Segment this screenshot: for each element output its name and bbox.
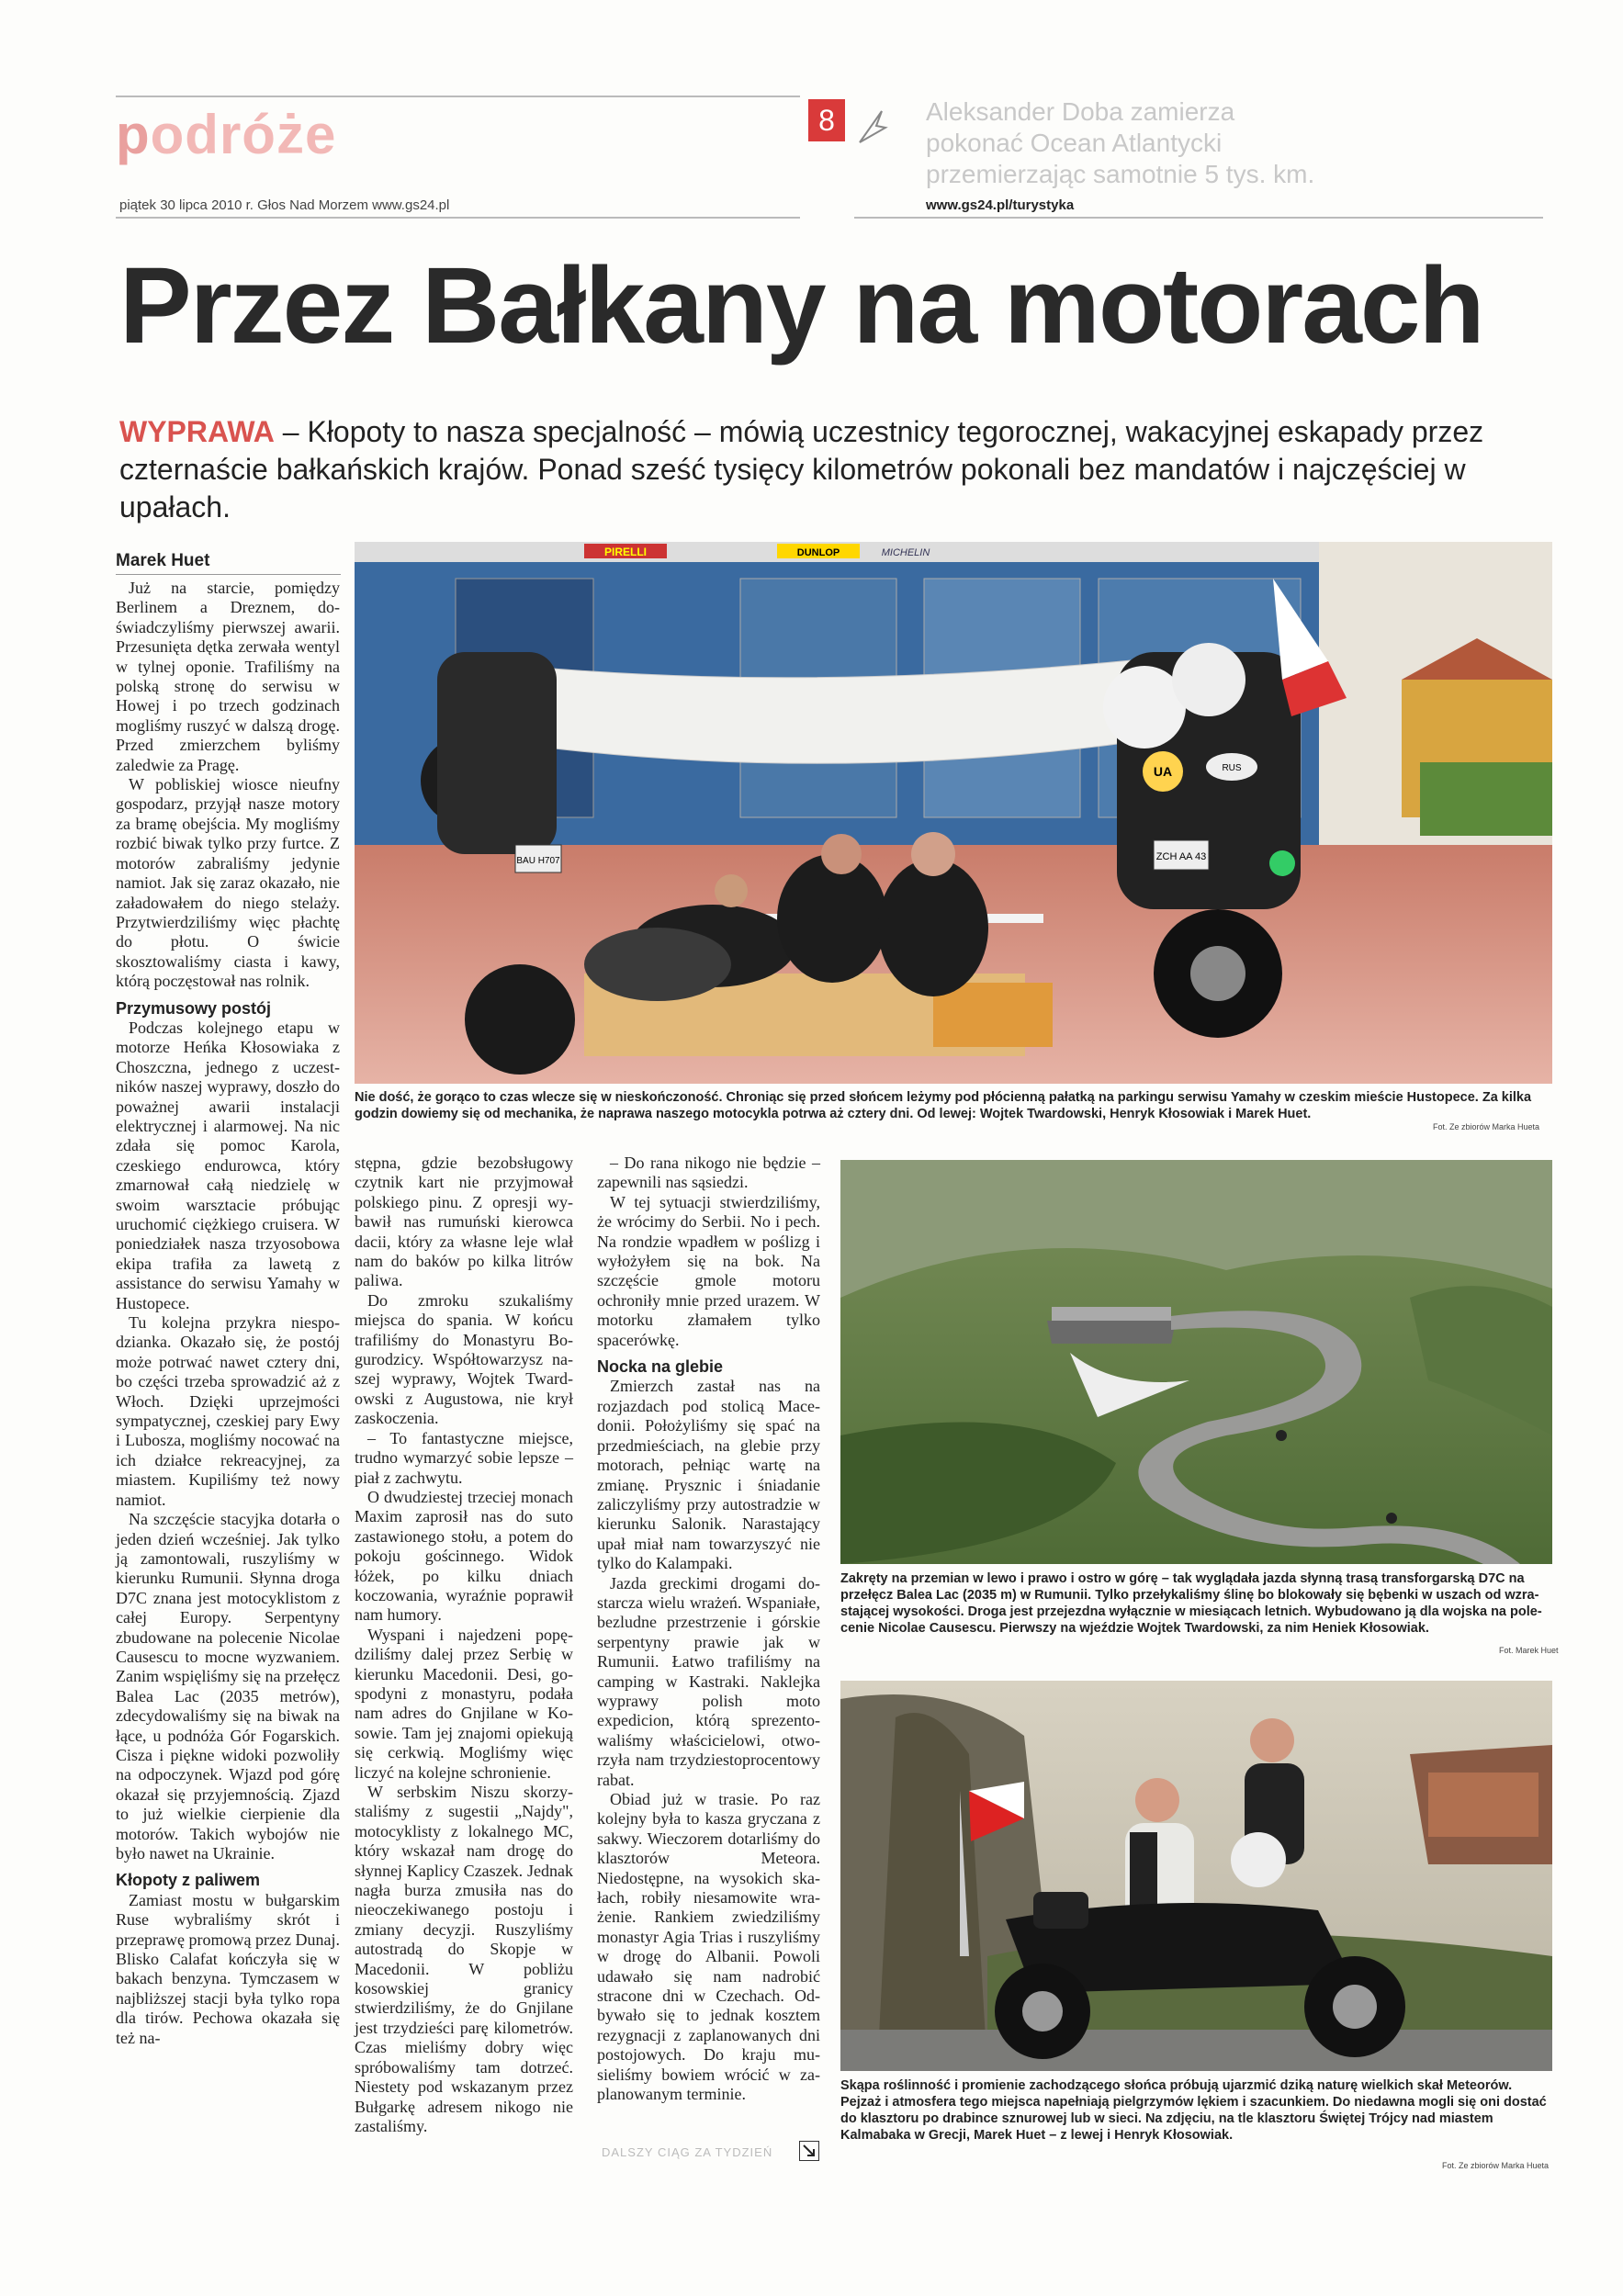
body-paragraph: W tej sytuacji stwierdziliśmy, że wrócimy do Serbii. No i pech. Na rondzie wpadłem w poślizg i wyłożyłem się na bok. Na szczęście gmole motoru ochroniły mnie przed urazem. W motorku złamałem tylko spacerówkę.	[597, 1192, 820, 1349]
body-paragraph: Wyspani i najedzeni popędziliśmy dalej przez Serbię w kierunku Macedonii. Desi, gospodyni z monastyru, podała nam adres do Gnjilane w Kosowie. Tam jej znajomi opiekują się cerkwią. Mogliśmy więc liczyć na kolejne schronienie.	[355, 1625, 573, 1782]
author-rule	[116, 574, 341, 575]
subheading: Przymusowy postój	[116, 998, 272, 1018]
continued-arrow-icon[interactable]	[799, 2141, 819, 2161]
body-paragraph: Na szczęście stacyjka dotarła o jeden dzień wcześniej. Jak tylko ją zamontowali, ruszyliśmy w kierunku Rumunii. Słynna droga D7C znana jest motocyklistom z całej Europy. Serpentyny zbudowane na polecenie Nicolae Causescu to mocne wyzwaniem. Zanim wspięliśmy się na przełęcz Balea Lac (2035 metrów), zdecydowaliśmy się na biwak na łące, u podnóża Gór Fogarskich. Cisza i piękne widoki pozwoliły na odpoczynek. Wjazd pod górę okazał się przyjemnością. Zjazd to już wielkie cierpienie dla motorów. Takich wybojów nie było nawet na Ukrainie.	[116, 1510, 340, 1863]
plate-left: BAU H707	[516, 856, 560, 866]
body-paragraph: Podczas kolejnego etapu w motorze Heńka Kłosowiaka z Choszczna, jednego z uczestników naszej wyprawy, doszło do poważnej awarii instalacji elektrycznej i alarmowej. Na nic zdała się pomoc Karola, czeskiego endurowca, który zmarnował całą niedzielę w swoim warsztacie próbując uruchomić ciężkiego cruisera. W poniedziałek nasza trzyosobowa ekipa trafiła za lawetą z assistance do serwisu Yamahy w Hustopece.	[116, 1018, 340, 1312]
dunlop-sign: DUNLOP	[796, 547, 840, 558]
author-byline: Marek Huet	[116, 551, 210, 570]
subheading: Nocka na glebie	[597, 1357, 724, 1377]
body-paragraph: stępna, gdzie bezobsługowy czytnik kart nie przyjmował polskiego pinu. Z opresji wybawił nas rumuński kierowca dacii, który za własne leje wlał nam do baków po kilka litrów paliwa.	[355, 1154, 573, 1290]
sticker-rus: RUS	[1222, 763, 1242, 773]
body-paragraph: Do zmroku szukaliśmy miejsca do spania. W końcu trafiliśmy do Monastyru Bogurodzicy. Współtowarzysz naszej wyprawy, Wojtek Twardowski z Augustowa, nie krył zaskoczenia.	[355, 1290, 573, 1428]
photo-road-caption: Zakręty na przemian w lewo i prawo i ostro w górę – tak wyglądała jazda słynną trasą transforgarską D7C na przełęcz Balea Lac (2035 m) w Rumunii. Tylko przełykaliśmy ślinę bo blokowały się bębenki w uszach od wzrastającej wysokości. Droga jest przejezdna wyłącznie w miesiącach letnich. Wybudowano ją dla wojska na polecenie Nicolae Causescu. Pierwszy na wjeździe Wojtek Twardowski, za nim Heniek Kłosowiak.	[840, 1571, 1542, 1636]
teaser-link[interactable]: www.gs24.pl/turystyka	[926, 197, 1075, 213]
lead-keyword: WYPRAWA	[119, 415, 275, 448]
body-paragraph: Już na starcie, pomiędzy Berlinem a Dreznem, doświadczyliśmy pierwszej awarii. Przesunięta dętka zerwała wentyl w tylnej oponie. Trafiliśmy na polską stronę do serwisu w Howej i po trzech godzinach mogliśmy ruszyć w dalszą drogę. Przed zmierzchem byliśmy zaledwie za Pragę.	[116, 579, 340, 774]
body-paragraph: Obiad już w trasie. Po raz kolejny była to kasza gryczana z sakwy. Wieczorem dotarliśmy do klasztorów Meteora. Niedostępne, na wysokich skałach, robiły niesamowite wrażenie. Rankiem zwiedziliśmy monastyr Agia Trias i ruszyliśmy w drogę do Albanii. Powoli udawało się nam nadrobić stracone dni w Czechach. Odbywało się to jednak kosztem rezygnacji z zaplanowanych dni postojowych. Do kraju musieliśmy bowiem wrócić w zaplanowanym terminie.	[597, 1790, 820, 2104]
header-rule-top	[116, 96, 800, 97]
page-number: 8	[808, 99, 845, 141]
dateline: piątek 30 lipca 2010 r. Głos Nad Morzem www.gs24.pl	[119, 197, 450, 213]
body-paragraph: Zamiast mostu w bułgarskim Ruse wybraliśmy skrót i przeprawę promową przez Dunaj. Blisko Calafat kończyła się w bakach benzyna. Tymczasem w najbliższej stacji była tylko ropa dla tirów. Pechowa okazała się też na-	[116, 1890, 340, 2047]
body-paragraph: W pobliskiej wiosce nieufny gospodarz, przyjął nasze motory za bramę obejścia. My mogliśmy rozbić biwak tylko przy furtce. Z motorów zabraliśmy jedynie namiot. Jak się zaraz okazało, nie załadowałem do niego stelaży. Przytwierdziliśmy więc płachtę do płotu. O świcie skosztowaliśmy ciasta i kawy, którą poczęstował nas rolnik.	[116, 775, 340, 991]
body-paragraph: W serbskim Niszu skorzystaliśmy z sugestii „Najdy", motocyklisty z lokalnego MC, który wskazał nam drogę do słynnej Kaplicy Czaszek. Jednak nagła burza zmusiła nas do nieoczekiwanego postoju i zmiany decyzji. Ruszyliśmy autostradą do Skopje w Macedonii. W pobliżu kosowskiej granicy stwierdziliśmy, że do Gnjilane jest trzydzieści parę kilometrów. Czas mieliśmy dobry więc spróbowaliśmy tam dotrzeć. Niestety pod wskazanym przez Bułgarkę adresem nikogo nie zastaliśmy.	[355, 1783, 573, 2135]
body-paragraph: Jazda greckimi drogami dostarcza wielu wrażeń. Wspaniałe, bezludne przestrzenie i górskie serpentyny prawie jak w Rumunii. Łatwo trafiliśmy na camping w Kastraki. Naklejka wyprawy polish moto expedicion, którą sprezentowaliśmy właścicielowi, otworzyła nam trzydziestoprocentowy rabat.	[597, 1573, 820, 1789]
article-column-2	[355, 1154, 573, 2136]
cursor-arrow-icon	[854, 106, 891, 152]
photo-transfogarasan-road	[840, 1160, 1552, 1564]
subheading: Kłopoty z paliwem	[116, 1871, 261, 1890]
plate-right: ZCH AA 43	[1155, 851, 1207, 862]
article-column-1	[116, 579, 340, 2048]
section-label: podróże	[116, 104, 337, 165]
header-rule-bottom	[116, 217, 800, 219]
body-paragraph: Tu kolejna przykra niespodzianka. Okazało się, że postój może potrwać nawet cztery dni, bo części trzeba sprowadzić aż z Włoch. Dzięki uprzejmości sympatycznej, czeskiej pary Ewy i Lubosza, mogliśmy nocować na ich działce rekreacyjnej, za miastem. Kupiliśmy też nowy namiot.	[116, 1313, 340, 1509]
body-paragraph: Zmierzch zastał nas na rozjazdach pod stolicą Macedonii. Położyliśmy się spać na przedmieściach, na glebie przy motorach, pełniąc wartę na zmianę. Prysznic i śniadanie zaliczyliśmy przy autostradzie w kierunku Salonik. Narastający upał miał nam towarzyszyć nie tylko do Kalampaki.	[597, 1377, 820, 1573]
article-column-3	[597, 1154, 820, 2105]
pirelli-sign: PIRELLI	[603, 546, 648, 558]
photo-meteora	[840, 1681, 1552, 2071]
header-rule-right	[854, 217, 1543, 219]
michelin-sign: MICHELIN	[881, 547, 930, 558]
body-paragraph: – Do rana nikogo nie będzie – zapewnili nas sąsiedzi.	[597, 1154, 820, 1192]
photo-meteora-caption: Skąpa roślinność i promienie zachodzącego słońca próbują ujarzmić dziką naturę wielkich skał Meteorów. Pejzaż i atmosfera tego miejsca napełniają pielgrzymów lękiem i szacunkiem. Do niedawna mogli się oni dostać do klasztoru po drabince sznurowej lub w sieci. Na zdjęciu, na tle klasztoru Świętej Trójcy nad miastem Kalmabaka w Grecji, Marek Huet – z lewej i Henryk Kłosowiak.	[840, 2078, 1547, 2143]
sticker-ua: UA	[1153, 764, 1173, 779]
photo-hustopece-credit: Fot. Ze zbiorów Marka Hueta	[1433, 1122, 1540, 1131]
lead-text: – Kłopoty to nasza specjalność – mówią uczestnicy tegorocznej, wakacyjnej eskapady przez czternaście bałkańskich krajów. Ponad sześć tysięcy kilometrów pokonali bez mandatów i najczęściej w upałach.	[119, 415, 1484, 523]
lead-paragraph	[119, 413, 1552, 526]
body-paragraph: – To fantastyczne miejsce, trudno wymarzyć sobie lepsze – piał z zachwytu.	[355, 1428, 573, 1487]
headline: Przez Bałkany na motorach	[119, 245, 1483, 366]
photo-hustopece-caption: Nie dość, że gorąco to czas wlecze się w nieskończoność. Chroniąc się przed słońcem leżymy pod płócienną pałatką na parkingu serwisu Yamahy w czeskim mieście Hustopece. Za kilka godzin dowiemy się od mechanika, że naprawa naszego motocykla potrwa aż cztery dni. Od lewej: Wojtek Twardowski, Henryk Kłosowiak i Marek Huet.	[355, 1090, 1532, 1121]
photo-road-credit: Fot. Marek Huet	[1499, 1646, 1559, 1655]
continued-note: DALSZY CIĄG ZA TYDZIEŃ	[602, 2145, 773, 2159]
photo-hustopece	[355, 542, 1552, 1084]
body-paragraph: O dwudziestej trzeciej monach Maxim zaprosił nas do suto zastawionego stołu, a potem do pokoju gościnnego. Widok łóżek, po kilku dniach koczowania, wyraźnie poprawił nam humory.	[355, 1487, 573, 1625]
photo-meteora-credit: Fot. Ze zbiorów Marka Hueta	[1442, 2161, 1550, 2170]
teaser-text: Aleksander Doba zamierza pokonać Ocean Atlantycki przemierzając samotnie 5 tys. km.	[926, 97, 1315, 188]
